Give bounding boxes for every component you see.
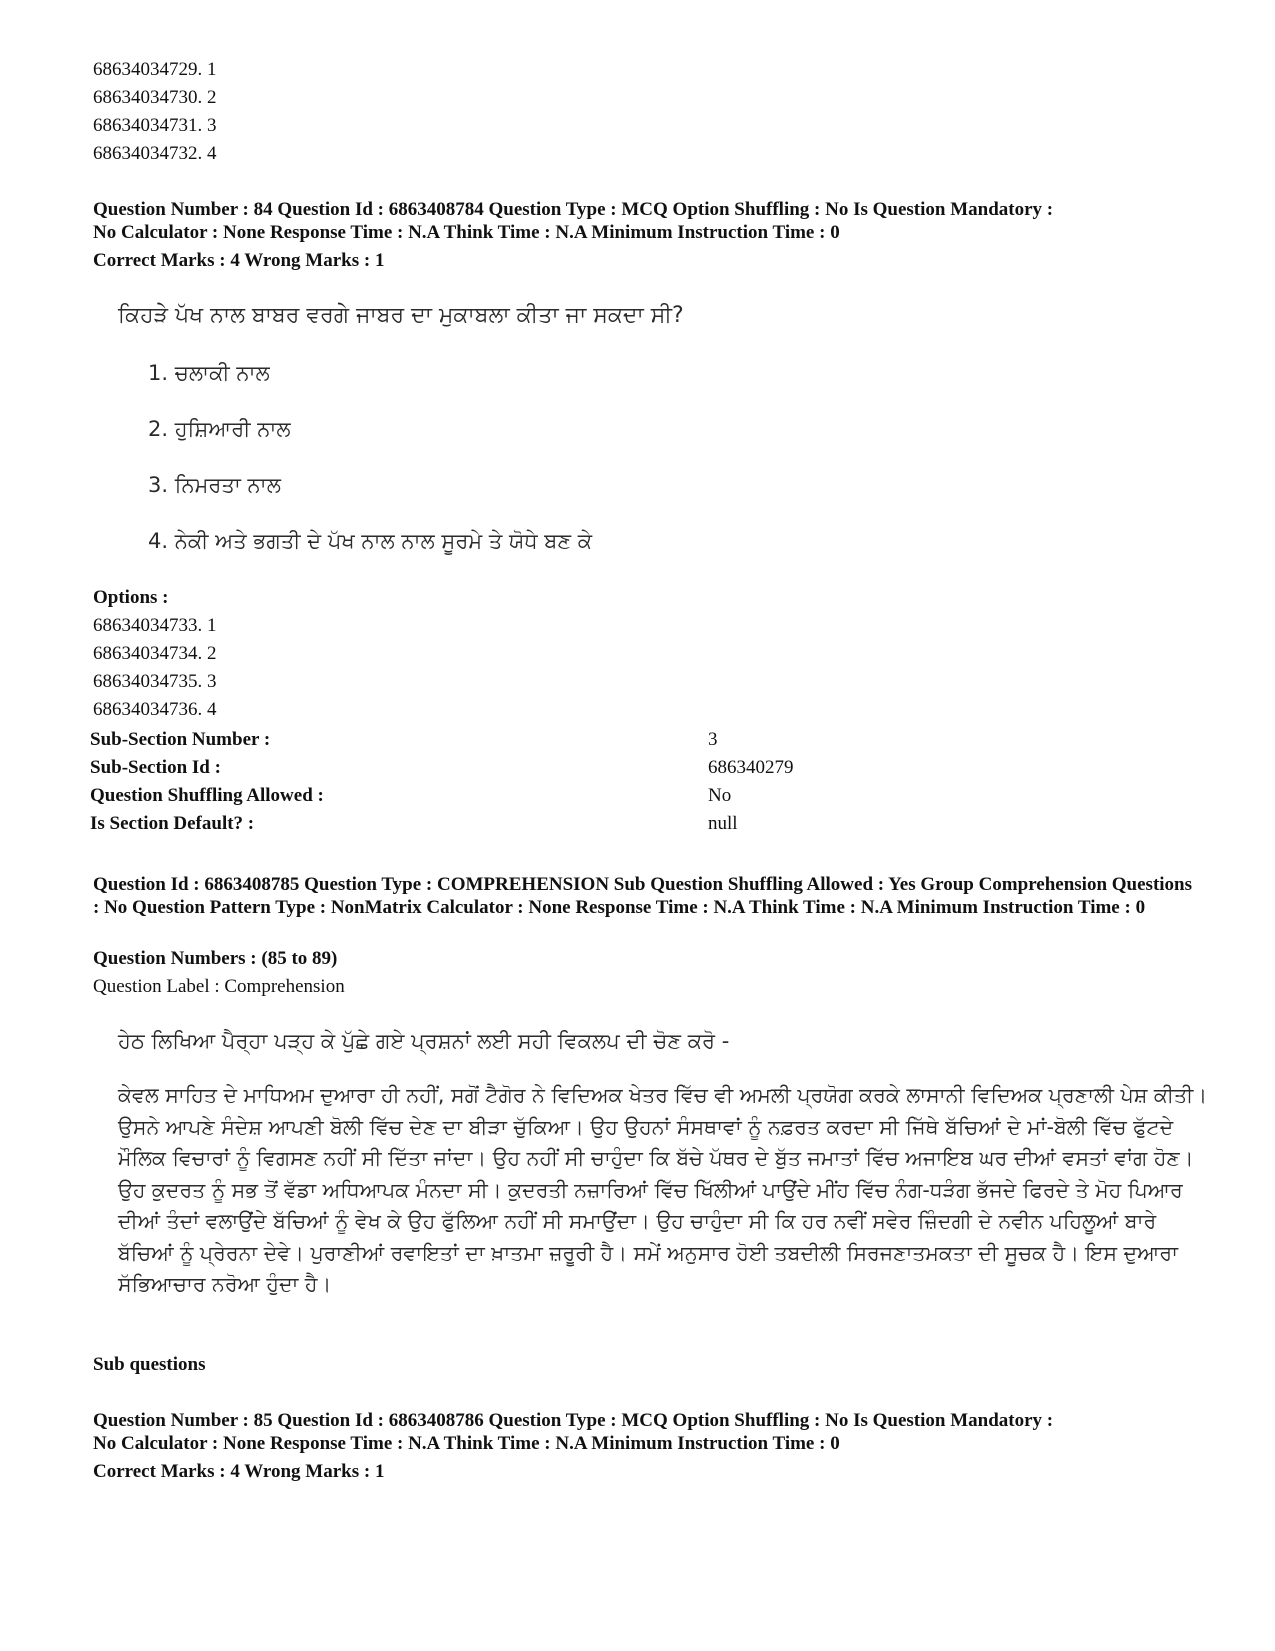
option-id: 68634034735. 3 [93, 671, 217, 692]
option-id: 68634034734. 2 [93, 643, 217, 664]
subsection-value: 3 [708, 729, 718, 750]
option-id: 68634034730. 2 [93, 87, 217, 108]
question-header-line: No Calculator : None Response Time : N.A Think Time : N.A Minimum Instruction Time : 0 [93, 222, 840, 243]
option-id: 68634034736. 4 [93, 699, 217, 720]
subsection-label: Sub-Section Number : [90, 729, 271, 750]
subsection-value: No [708, 785, 732, 806]
option-id: 68634034731. 3 [93, 115, 217, 136]
option-id: 68634034733. 1 [93, 615, 217, 636]
question-text: ਕਿਹੜੇ ਪੱਖ ਨਾਲ ਬਾਬਰ ਵਰਗੇ ਜਾਬਰ ਦਾ ਮੁਕਾਬਲਾ ਕੀਤਾ ਜਾ ਸਕਦਾ ਸੀ? [118, 303, 684, 328]
question-label: Question Label : Comprehension [93, 976, 345, 997]
options-label: Options : [93, 587, 169, 608]
subsection-label: Is Section Default? : [90, 813, 255, 834]
comprehension-header: Question Id : 6863408785 Question Type : COMPREHENSION Sub Question Shuffling Allowed : Yes Group Comprehension Questions : No Question Pattern Type : NonMatrix Calculator : None Response Time : N.A Think Time : N.A Minimum Instruction Time : 0 [93, 874, 1193, 918]
question-header-line: No Calculator : None Response Time : N.A Think Time : N.A Minimum Instruction Time : 0 [93, 1433, 840, 1454]
subsection-value: 686340279 [708, 757, 794, 778]
option-id: 68634034732. 4 [93, 143, 217, 164]
subsection-label: Sub-Section Id : [90, 757, 221, 778]
answer-choice: 4. ਨੇਕੀ ਅਤੇ ਭਗਤੀ ਦੇ ਪੱਖ ਨਾਲ ਨਾਲ ਸੂਰਮੇ ਤੇ ਯੋਧੇ ਬਣ ਕੇ [148, 529, 593, 553]
comprehension-passage: ਕੇਵਲ ਸਾਹਿਤ ਦੇ ਮਾਧਿਅਮ ਦੁਆਰਾ ਹੀ ਨਹੀਂ, ਸਗੋਂ ਟੈਗੋਰ ਨੇ ਵਿਦਿਅਕ ਖੇਤਰ ਵਿੱਚ ਵੀ ਅਮਲੀ ਪ੍ਰਯੋਗ ਕਰਕੇ ਲਾਸਾਨੀ ਵਿਦਿਅਕ ਪ੍ਰਣਾਲੀ ਪੇਸ਼ ਕੀਤੀ। ਉਸਨੇ ਆਪਣੇ ਸੰਦੇਸ਼ ਆਪਣੀ ਬੋਲੀ ਵਿੱਚ ਦੇਣ ਦਾ ਬੀੜਾ ਚੁੱਕਿਆ। ਉਹ ਉਹਨਾਂ ਸੰਸਥਾਵਾਂ ਨੂੰ ਨਫ਼ਰਤ ਕਰਦਾ ਸੀ ਜਿੱਥੇ ਬੱਚਿਆਂ ਦੇ ਮਾਂ-ਬੋਲੀ ਵਿੱਚ ਫੁੱਟਦੇ ਮੌਲਿਕ ਵਿਚਾਰਾਂ ਨੂੰ ਵਿਗਸਣ ਨਹੀਂ ਸੀ ਦਿੱਤਾ ਜਾਂਦਾ। ਉਹ ਨਹੀਂ ਸੀ ਚਾਹੁੰਦਾ ਕਿ ਬੱਚੇ ਪੱਥਰ ਦੇ ਬੁੱਤ ਜਮਾਤਾਂ ਵਿੱਚ ਅਜਾਇਬ ਘਰ ਦੀਆਂ ਵਸਤਾਂ ਵਾਂਗ ਹੋਣ। ਉਹ ਕੁਦਰਤ ਨੂੰ ਸਭ ਤੋਂ ਵੱਡਾ ਅਧਿਆਪਕ ਮੰਨਦਾ ਸੀ। ਕੁਦਰਤੀ ਨਜ਼ਾਰਿਆਂ ਵਿੱਚ ਖਿੱਲੀਆਂ ਪਾਉਂਦੇ ਮੀਂਹ ਵਿੱਚ ਨੰਗ-ਧੜੰਗ ਭੱਜਦੇ ਫਿਰਦੇ ਤੇ ਮੋਹ ਪਿਆਰ ਦੀਆਂ ਤੰਦਾਂ ਵਲਾਉਂਦੇ ਬੱਚਿਆਂ ਨੂੰ ਵੇਖ ਕੇ ਉਹ ਫੁੱਲਿਆ ਨਹੀਂ ਸੀ ਸਮਾਉਂਦਾ। ਉਹ ਚਾਹੁੰਦਾ ਸੀ ਕਿ ਹਰ ਨਵੀਂ ਸਵੇਰ ਜ਼ਿੰਦਗੀ ਦੇ ਨਵੀਨ ਪਹਿਲੂਆਂ ਬਾਰੇ ਬੱਚਿਆਂ ਨੂੰ ਪ੍ਰੇਰਨਾ ਦੇਵੇ। ਪੁਰਾਣੀਆਂ ਰਵਾਇਤਾਂ ਦਾ ਖ਼ਾਤਮਾ ਜ਼ਰੂਰੀ ਹੈ। ਸਮੇਂ ਅਨੁਸਾਰ ਹੋਈ ਤਬਦੀਲੀ ਸਿਰਜਣਾਤਮਕਤਾ ਦੀ ਸੂਚਕ ਹੈ। ਇਸ ਦੁਆਰਾ ਸੱਭਿਆਚਾਰ ਨਰੋਆ ਹੁੰਦਾ ਹੈ। [118, 1083, 1208, 1296]
question-header-line: Question Number : 84 Question Id : 6863408784 Question Type : MCQ Option Shuffling : No Is Question Mandatory : [93, 199, 1054, 220]
answer-choice: 2. ਹੁਸ਼ਿਆਰੀ ਨਾਲ [148, 417, 291, 441]
question-header-line: Question Number : 85 Question Id : 6863408786 Question Type : MCQ Option Shuffling : No Is Question Mandatory : [93, 1410, 1054, 1431]
subsection-value: null [708, 813, 738, 834]
answer-choice: 3. ਨਿਮਰਤਾ ਨਾਲ [148, 473, 281, 497]
question-marks: Correct Marks : 4 Wrong Marks : 1 [93, 1461, 385, 1482]
subsection-label: Question Shuffling Allowed : [90, 785, 324, 806]
option-id: 68634034729. 1 [93, 59, 217, 80]
comprehension-instruction: ਹੇਠ ਲਿਖਿਆ ਪੈਰ੍ਹਾ ਪੜ੍ਹ ਕੇ ਪੁੱਛੇ ਗਏ ਪ੍ਰਸ਼ਨਾਂ ਲਈ ਸਹੀ ਵਿਕਲਪ ਦੀ ਚੋਣ ਕਰੋ - [118, 1029, 730, 1053]
sub-questions-heading: Sub questions [93, 1354, 206, 1375]
question-marks: Correct Marks : 4 Wrong Marks : 1 [93, 250, 385, 271]
question-numbers: Question Numbers : (85 to 89) [93, 948, 338, 969]
answer-choice: 1. ਚਲਾਕੀ ਨਾਲ [148, 361, 270, 385]
